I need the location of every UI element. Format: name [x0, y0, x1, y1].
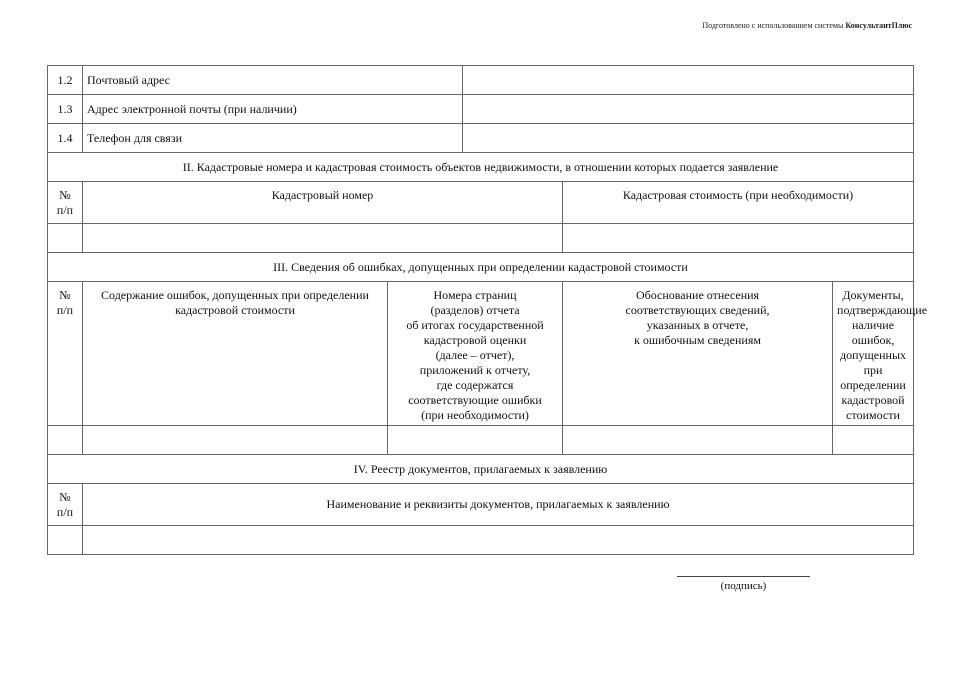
pages-line: кадастровой оценки [423, 333, 527, 347]
cadastral-value-field[interactable] [563, 224, 914, 253]
justification-field[interactable] [563, 426, 833, 455]
num-sign: № [59, 489, 71, 504]
num-abbr: п/п [56, 303, 74, 317]
num-sign: № [59, 188, 71, 202]
pages-line: (разделов) отчета [430, 303, 520, 317]
row-label: Телефон для связи [83, 124, 463, 153]
contact-row-postal [48, 66, 914, 95]
row-number: 1.4 [48, 124, 83, 153]
signature-label: (подпись) [720, 580, 767, 592]
row-label: Почтовый адрес [83, 66, 463, 95]
pages-line: приложений к отчету, [419, 363, 531, 377]
justification-line: к ошибочным сведениям [634, 333, 761, 347]
note-brand: КонсультантПлюс [845, 21, 912, 30]
num-abbr: п/п [56, 504, 74, 519]
document-name-header: Наименование и реквизиты документов, прилагаемых к заявлению [83, 484, 914, 526]
signature-line[interactable] [677, 576, 810, 577]
num-header [48, 182, 83, 224]
contact-row-phone [48, 124, 914, 153]
contact-row-email [48, 95, 914, 124]
supporting-documents-header [833, 282, 928, 426]
application-form-table [47, 65, 928, 555]
section2-title: II. Кадастровые номера и кадастровая стоимость объектов недвижимости, в отношении которых подается заявление [48, 153, 914, 182]
row-number: 1.3 [48, 95, 83, 124]
section2-header-row [48, 182, 914, 224]
section3-entry-row [48, 426, 914, 455]
supporting-documents-field[interactable] [833, 426, 914, 455]
entry-number-field[interactable] [48, 526, 83, 555]
postal-address-field[interactable] [463, 66, 914, 95]
num-abbr: п/п [56, 203, 74, 217]
documents-line: Документы, [842, 288, 904, 302]
justification-line: указанных в отчете, [646, 318, 749, 332]
email-field[interactable] [463, 95, 914, 124]
cadastral-number-field[interactable] [83, 224, 563, 253]
entry-number-field[interactable] [48, 426, 83, 455]
documents-line: кадастровой [841, 393, 905, 407]
section4-title: IV. Реестр документов, прилагаемых к заявлению [48, 455, 914, 484]
justification-line: Обоснование отнесения [635, 288, 760, 302]
consultant-plus-note [702, 21, 912, 30]
pages-line: (далее – отчет), [435, 348, 515, 362]
section3-header-row [48, 282, 914, 426]
justification-header [563, 282, 833, 426]
cadastral-number-header: Кадастровый номер [83, 182, 563, 224]
entry-number-field[interactable] [48, 224, 83, 253]
error-content-field[interactable] [83, 426, 388, 455]
section4-entry-row [48, 526, 914, 555]
pages-line: соответствующие ошибки [408, 393, 542, 407]
num-sign: № [59, 288, 71, 302]
section3-title: III. Сведения об ошибках, допущенных при определении кадастровой стоимости [48, 253, 914, 282]
justification-line: соответствующих сведений, [625, 303, 770, 317]
report-pages-field[interactable] [388, 426, 563, 455]
pages-line: где содержатся [436, 378, 514, 392]
documents-line: стоимости [846, 408, 900, 422]
error-content-label: Содержание ошибок, допущенных при определении кадастровой стоимости [101, 288, 369, 317]
documents-line: наличие ошибок, [851, 318, 895, 347]
row-label: Адрес электронной почты (при наличии) [83, 95, 463, 124]
documents-line: при определении [840, 363, 906, 392]
section2-entry-row [48, 224, 914, 253]
note-prefix: Подготовлено с использованием системы [702, 21, 846, 30]
num-header [48, 282, 83, 426]
pages-line: (при необходимости) [421, 408, 529, 422]
num-header [48, 484, 83, 526]
section4-header-row [48, 484, 914, 526]
pages-line: об итогах государственной [406, 318, 544, 332]
cadastral-value-header: Кадастровая стоимость (при необходимости) [563, 182, 914, 224]
document-name-field[interactable] [83, 526, 914, 555]
pages-line: Номера страниц [433, 288, 517, 302]
documents-line: допущенных [840, 348, 907, 362]
row-number: 1.2 [48, 66, 83, 95]
error-content-header [83, 282, 388, 426]
phone-field[interactable] [463, 124, 914, 153]
documents-line: подтверждающие [837, 303, 928, 317]
report-pages-header [388, 282, 563, 426]
